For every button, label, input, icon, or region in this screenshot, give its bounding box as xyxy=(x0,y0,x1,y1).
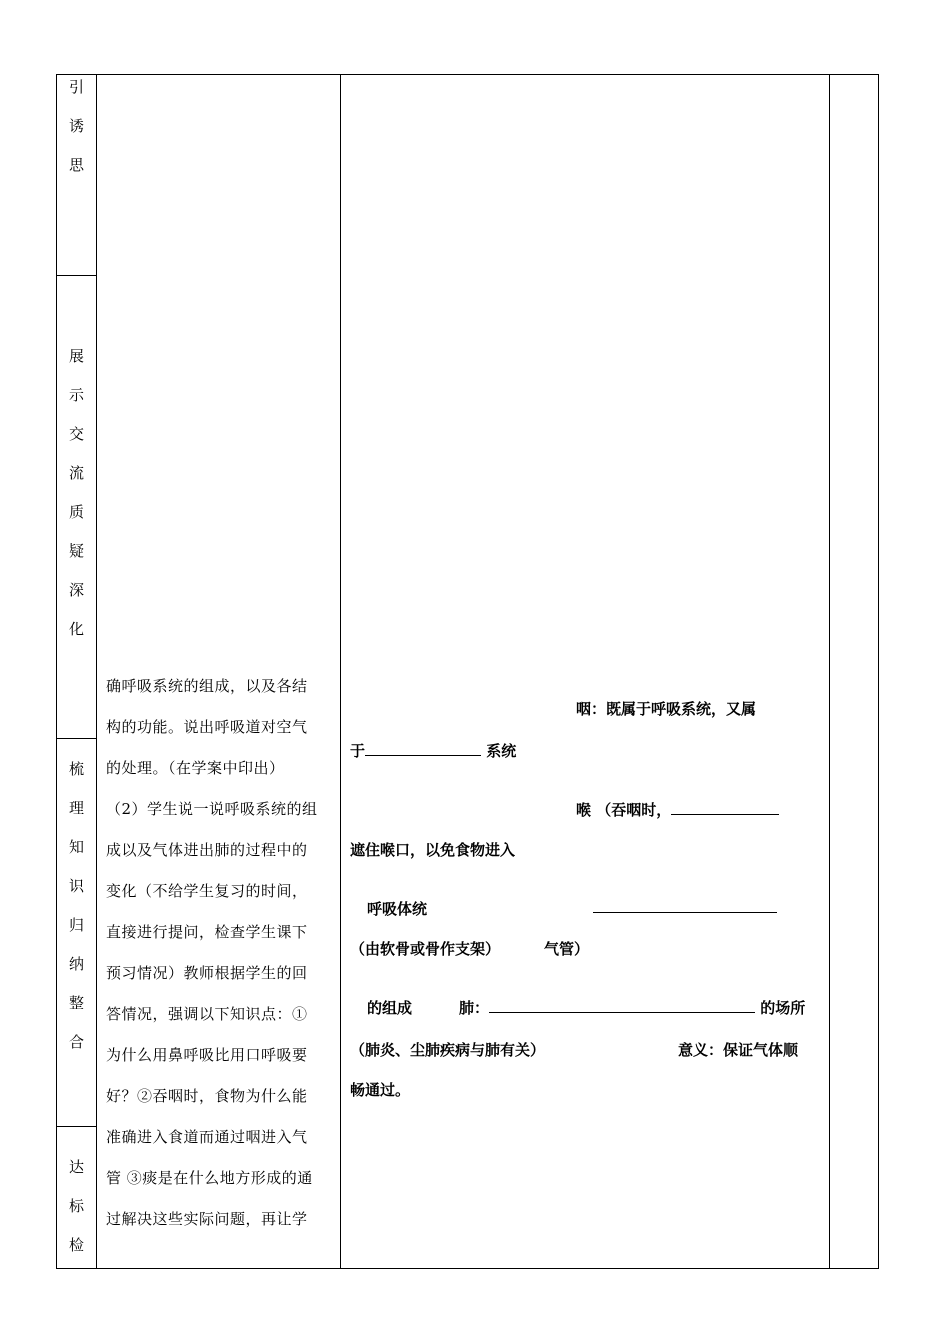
xitong-blank xyxy=(365,741,481,756)
teaching-line: 确呼吸系统的组成，以及各结 xyxy=(106,677,308,695)
stage-dabiao xyxy=(57,1148,96,1265)
teaching-line: 的处理。（在学案中印出） xyxy=(106,759,285,777)
zucheng-text: 的组成 xyxy=(367,999,413,1017)
stage-char: 引 xyxy=(68,78,84,96)
stage-char: 示 xyxy=(68,386,84,404)
yu-text xyxy=(350,740,516,761)
stage-separator-3 xyxy=(56,1126,97,1127)
stage-char: 达 xyxy=(68,1158,84,1176)
fei-label: 肺： xyxy=(459,999,490,1017)
stage-char: 化 xyxy=(68,620,84,638)
teaching-line: （2）学生说一说呼吸系统的组 xyxy=(106,800,318,818)
teaching-line: 为什么用鼻呼吸比用口呼吸要 xyxy=(106,1046,308,1064)
teaching-line: 答情况，强调以下知识点：① xyxy=(106,1005,308,1023)
teaching-line: 变化（不给学生复习的时间， xyxy=(106,882,308,900)
teaching-line: 构的功能。说出呼吸道对空气 xyxy=(106,718,308,736)
stage-char: 质 xyxy=(68,503,84,521)
teaching-line: 成以及气体进出肺的过程中的 xyxy=(106,841,308,859)
fei-text xyxy=(459,997,805,1018)
stage-char: 检 xyxy=(68,1236,84,1254)
table-top-border xyxy=(56,74,879,75)
table-left-border xyxy=(56,74,57,1269)
column-divider-3 xyxy=(829,74,830,1269)
stage-char: 归 xyxy=(68,916,84,934)
yu-label: 于 xyxy=(350,742,366,760)
teaching-line: 管 ③痰是在什么地方形成的通 xyxy=(106,1169,313,1187)
fei-blank xyxy=(489,998,755,1013)
teaching-line: 好？②吞咽时，食物为什么能 xyxy=(106,1087,308,1105)
hou-blank xyxy=(671,800,779,815)
hou-text xyxy=(576,799,779,820)
stage-separator-2 xyxy=(56,738,97,739)
stage-separator-1 xyxy=(56,275,97,276)
stage-char: 思 xyxy=(68,156,84,174)
changsuo-label: 的场所 xyxy=(760,999,806,1017)
teaching-line: 直接进行提问，检查学生课下 xyxy=(106,923,308,941)
qiguan-blank xyxy=(593,912,777,913)
table-bottom-border xyxy=(56,1268,879,1269)
chang-text: 畅通过。 xyxy=(350,1081,411,1099)
stage-char: 展 xyxy=(68,347,84,365)
stage-char: 理 xyxy=(68,799,84,817)
stage-shuli xyxy=(57,750,96,1062)
stage-char: 合 xyxy=(68,1033,84,1051)
teaching-line: 过解决这些实际问题，再让学 xyxy=(106,1210,308,1228)
stage-char: 疑 xyxy=(68,542,84,560)
stage-char: 梳 xyxy=(68,760,84,778)
stage-char: 整 xyxy=(68,994,84,1012)
yiyi-text: 意义：保证气体顺 xyxy=(678,1041,799,1059)
qiguan-text: 气管） xyxy=(544,940,590,958)
table-right-border xyxy=(878,74,879,1269)
zhezhu-text: 遮住喉口，以免食物进入 xyxy=(350,841,516,859)
teaching-activity-text xyxy=(106,666,336,1240)
teaching-line: 准确进入食道而通过咽进入气 xyxy=(106,1128,308,1146)
stage-yindao xyxy=(57,68,96,185)
stage-char: 纳 xyxy=(68,955,84,973)
stage-zhanshi xyxy=(57,337,96,649)
xitong-label: 系统 xyxy=(486,742,517,760)
ruangu-text: （由软骨或骨作支架） xyxy=(350,940,501,958)
huxi-text: 呼吸体统 xyxy=(367,900,428,918)
stage-char: 深 xyxy=(68,581,84,599)
stage-char: 知 xyxy=(68,838,84,856)
stage-char: 流 xyxy=(68,464,84,482)
stage-char: 交 xyxy=(68,425,84,443)
stage-char: 标 xyxy=(68,1197,84,1215)
feiyan-text: （肺炎、尘肺疾病与肺有关） xyxy=(350,1041,546,1059)
stage-char: 诱 xyxy=(68,117,84,135)
column-divider-1 xyxy=(96,74,97,1269)
column-divider-2 xyxy=(340,74,341,1269)
yan-text: 咽：既属于呼吸系统，又属 xyxy=(576,700,757,718)
hou-label: 喉 （吞咽时， xyxy=(576,801,672,819)
teaching-line: 预习情况）教师根据学生的回 xyxy=(106,964,308,982)
stage-char: 识 xyxy=(68,877,84,895)
